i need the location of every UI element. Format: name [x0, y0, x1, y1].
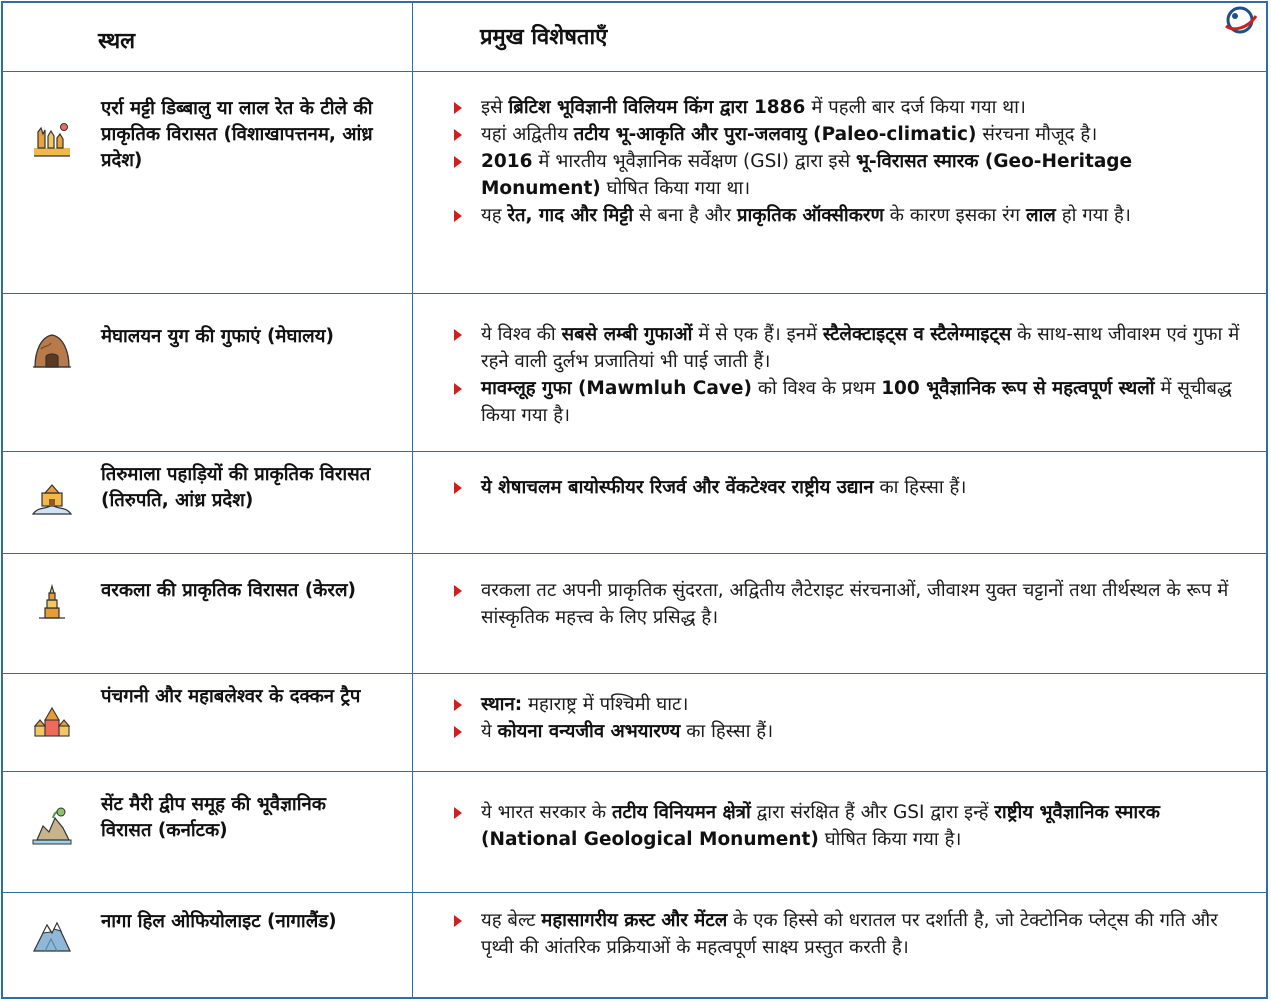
- features-list: [451, 907, 1241, 961]
- brand-logo-icon: [1222, 4, 1258, 36]
- features-list: [451, 577, 1241, 631]
- feature-bullet: यह बेल्ट महासागरीय क्रस्ट और मेंटल के एक हिस्से को धरातल पर दर्शाती है, जो टेक्टोनिक प्लेट्स की गति और पृथ्वी की आंतरिक प्रक्रियाओं के महत्वपूर्ण साक्ष्य प्रस्तुत करती है।: [451, 907, 1241, 961]
- table-row: [3, 554, 1266, 673]
- table-row: [3, 893, 1266, 999]
- site-name: एर्रा मट्टी डिब्बालु या लाल रेत के टीले की प्राकृतिक विरासत (विशाखापत्तनम, आंध्र प्रदेश): [101, 98, 373, 171]
- site-name: वरकला की प्राकृतिक विरासत (केरल): [101, 580, 356, 601]
- feature-bullet: ये विश्व की सबसे लम्बी गुफाओं में से एक हैं। इनमें स्टैलेक्टाइट्स व स्टैलेग्माइट्स के साथ-साथ जीवाश्म एवं गुफा में रहने वाली दुर्लभ प्रजातियां भी पाई जाती हैं।: [451, 321, 1241, 375]
- island-rocks-icon: [31, 804, 73, 846]
- table-row: [3, 294, 1266, 451]
- feature-bullet: यहां अद्वितीय तटीय भू-आकृति और पुरा-जलवायु (Paleo-climatic) संरचना मौजूद है।: [451, 121, 1241, 148]
- features-list: [451, 691, 1241, 745]
- table-row: [3, 72, 1266, 293]
- feature-bullet: यह रेत, गाद और मिट्टी से बना है और प्राकृतिक ऑक्सीकरण के कारण इसका रंग लाल हो गया है।: [451, 202, 1241, 229]
- heritage-table: [1, 1, 1268, 999]
- feature-bullet: ये शेषाचलम बायोस्फीयर रिजर्व और वेंकटेश्वर राष्ट्रीय उद्यान का हिस्सा हैं।: [451, 474, 1241, 501]
- site-name: तिरुमाला पहाड़ियों की प्राकृतिक विरासत (तिरुपति, आंध्र प्रदेश): [101, 464, 371, 511]
- temple-tower-icon: [31, 580, 73, 622]
- features-list: [451, 94, 1241, 229]
- features-list: [451, 474, 1241, 501]
- site-name: नागा हिल ओफियोलाइट (नागालैंड): [101, 911, 337, 932]
- site-name: पंचगनी और महाबलेश्वर के दक्कन ट्रैप: [101, 686, 361, 707]
- features-list: [451, 321, 1241, 429]
- mountain-icon: [31, 913, 73, 955]
- hill-temple-icon: [31, 478, 73, 520]
- table-row: [3, 772, 1266, 892]
- table-row: [3, 452, 1266, 553]
- table-row: [3, 674, 1266, 771]
- feature-bullet: 2016 में भारतीय भूवैज्ञानिक सर्वेक्षण (GSI) द्वारा इसे भू-विरासत स्मारक (Geo-Heritage Monument) घोषित किया गया था।: [451, 148, 1241, 202]
- feature-bullet: इसे ब्रिटिश भूविज्ञानी विलियम किंग द्वारा 1886 में पहली बार दर्ज किया गया था।: [451, 94, 1241, 121]
- feature-bullet: ये कोयना वन्यजीव अभयारण्य का हिस्सा हैं।: [451, 718, 1241, 745]
- features-list: [451, 799, 1241, 853]
- red-sand-dunes-icon: [31, 118, 73, 160]
- feature-bullet: ये भारत सरकार के तटीय विनियमन क्षेत्रों द्वारा संरक्षित हैं और GSI द्वारा इन्हें राष्ट्रीय भूवैज्ञानिक स्मारक (National Geological Monument) घोषित किया गया है।: [451, 799, 1241, 853]
- header-site: स्थल: [98, 29, 136, 54]
- feature-bullet: स्थान: महाराष्ट्र में पश्चिमी घाट।: [451, 691, 1241, 718]
- site-name: मेघालयन युग की गुफाएं (मेघालय): [101, 326, 334, 347]
- site-name: सेंट मैरी द्वीप समूह की भूवैज्ञानिक विरासत (कर्नाटक): [101, 794, 326, 841]
- feature-bullet: मावम्लूह गुफा (Mawmluh Cave) को विश्व के प्रथम 100 भूवैज्ञानिक रूप से महत्वपूर्ण स्थलों में सूचीबद्ध किया गया है।: [451, 375, 1241, 429]
- feature-bullet: वरकला तट अपनी प्राकृतिक सुंदरता, अद्वितीय लैटेराइट संरचनाओं, जीवाश्म युक्त चट्टानों तथा तीर्थस्थल के रूप में सांस्कृतिक महत्त्व के लिए प्रसिद्ध है।: [451, 577, 1241, 631]
- cave-icon: [31, 329, 73, 371]
- header-features: प्रमुख विशेषताएँ: [480, 25, 608, 50]
- temple-cluster-icon: [31, 700, 73, 742]
